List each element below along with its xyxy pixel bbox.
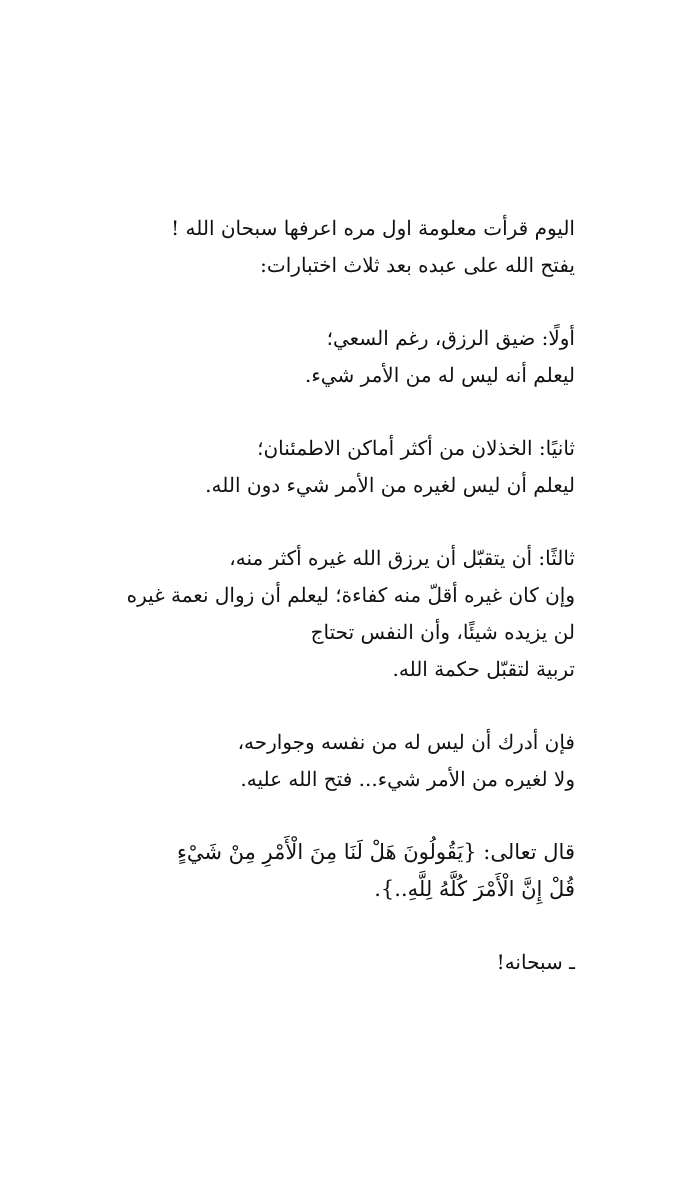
- third-test-paragraph: [85, 540, 575, 688]
- quran-verse-paragraph: [85, 834, 575, 908]
- text-line: أولًا: ضيق الرزق، رغم السعي؛: [326, 326, 575, 350]
- text-line: اليوم قرأت معلومة اول مره اعرفها سبحان الله !: [171, 216, 575, 240]
- conclusion-paragraph: [85, 724, 575, 798]
- text-line: قُلْ إِنَّ الْأَمْرَ كُلَّهُ لِلَّهِ..}.: [374, 877, 575, 901]
- text-line: ولا لغيره من الأمر شيء... فتح الله عليه.: [240, 767, 575, 791]
- intro-paragraph: [85, 210, 575, 284]
- quote-text-block: [85, 210, 575, 1017]
- text-line: ثانيًا: الخذلان من أكثر أماكن الاطمئنان؛: [257, 436, 575, 460]
- text-line: تربية لتقبّل حكمة الله.: [392, 657, 575, 681]
- text-line: قال تعالى: {يَقُولُونَ هَلْ لَنَا مِنَ الْأَمْرِ مِنْ شَيْءٍ: [177, 840, 575, 864]
- text-line: ثالثًا: أن يتقبّل أن يرزق الله غيره أكثر منه،: [229, 546, 575, 570]
- text-line: وإن كان غيره أقلّ منه كفاءة؛ ليعلم أن زوال نعمة غيره: [126, 583, 575, 607]
- text-line: يفتح الله على عبده بعد ثلاث اختبارات:: [260, 253, 575, 277]
- text-line: ليعلم أنه ليس له من الأمر شيء.: [305, 363, 575, 387]
- second-test-paragraph: [85, 430, 575, 504]
- signature: ـ سبحانه!: [496, 950, 575, 974]
- text-line: فإن أدرك أن ليس له من نفسه وجوارحه،: [237, 730, 575, 754]
- text-line: ليعلم أن ليس لغيره من الأمر شيء دون الله.: [205, 473, 575, 497]
- text-line: لن يزيده شيئًا، وأن النفس تحتاج: [310, 620, 575, 644]
- first-test-paragraph: [85, 320, 575, 394]
